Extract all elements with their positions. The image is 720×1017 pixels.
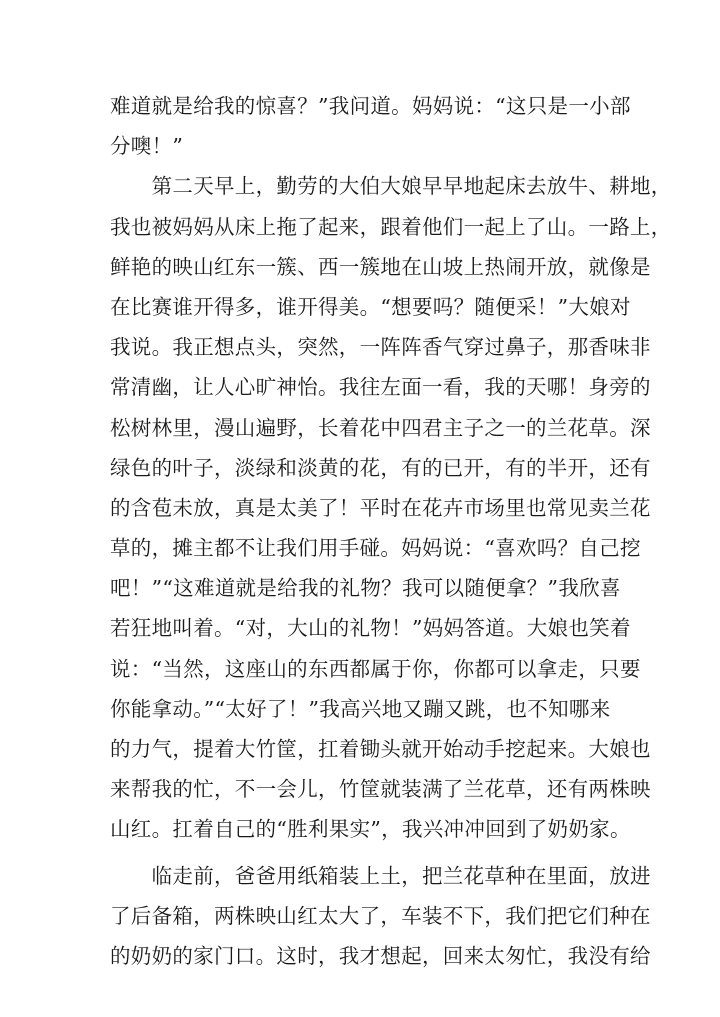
text-line: 常清幽，让人心旷神怡。我往左面一看，我的天哪！身旁的 xyxy=(110,375,651,400)
text-line: 说：“当然，这座山的东西都属于你，你都可以拿走，只要 xyxy=(110,656,641,681)
text-line: 分噢！” xyxy=(110,134,184,159)
text-line: 的奶奶的家门口。这时，我才想起，回来太匆忙，我没有给 xyxy=(110,943,651,968)
text-line: 了后备箱，两株映山红太大了，车装不下，我们把它们种在 xyxy=(110,903,651,928)
text-line: 草的，摊主都不让我们用手碰。妈妈说：“喜欢吗？自己挖 xyxy=(110,536,641,561)
text-line: 难道就是给我的惊喜？”我问道。妈妈说：“这只是一小部 xyxy=(110,94,631,118)
text-line: 在比赛谁开得多，谁开得美。“想要吗？随便采！”大娘对 xyxy=(110,294,631,319)
paragraph-2 xyxy=(110,166,672,849)
text-line: 若狂地叫着。“对，大山的礼物！”妈妈答道。大娘也笑着 xyxy=(110,616,631,641)
text-line: 你能拿动。”“太好了！”我高兴地又蹦又跳，也不知哪来 xyxy=(110,696,611,721)
text-line: 来帮我的忙，不一会儿，竹筐就装满了兰花草，还有两株映 xyxy=(110,777,651,802)
body-text xyxy=(110,86,672,976)
text-line: 绿色的叶子，淡绿和淡黄的花，有的已开，有的半开，还有 xyxy=(110,455,651,480)
text-line: 临走前，爸爸用纸箱装上土，把兰花草种在里面，放进 xyxy=(110,863,651,888)
text-line: 的含苞未放，真是太美了！平时在花卉市场里也常见卖兰花 xyxy=(110,495,651,520)
text-line: 吧！”“这难道就是给我的礼物？我可以随便拿？”我欣喜 xyxy=(110,576,621,601)
paragraph-3 xyxy=(110,856,651,977)
text-line: 鲜艳的映山红东一簇、西一簇地在山坡上热闹开放，就像是 xyxy=(110,254,651,279)
text-line: 我也被妈妈从床上拖了起来，跟着他们一起上了山。一路上， xyxy=(110,214,672,239)
text-line: 第二天早上，勤劳的大伯大娘早早地起床去放牛、耕地， xyxy=(110,174,672,199)
text-line: 我说。我正想点头，突然，一阵阵香气穿过鼻子，那香味非 xyxy=(110,335,651,360)
paragraph-1 xyxy=(110,86,631,166)
text-line: 的力气，提着大竹筐，扛着锄头就开始动手挖起来。大娘也 xyxy=(110,737,651,761)
text-line: 山红。扛着自己的“胜利果实”，我兴冲冲回到了奶奶家。 xyxy=(110,817,631,842)
text-line: 松树林里，漫山遍野，长着花中四君主子之一的兰花草。深 xyxy=(110,415,651,440)
